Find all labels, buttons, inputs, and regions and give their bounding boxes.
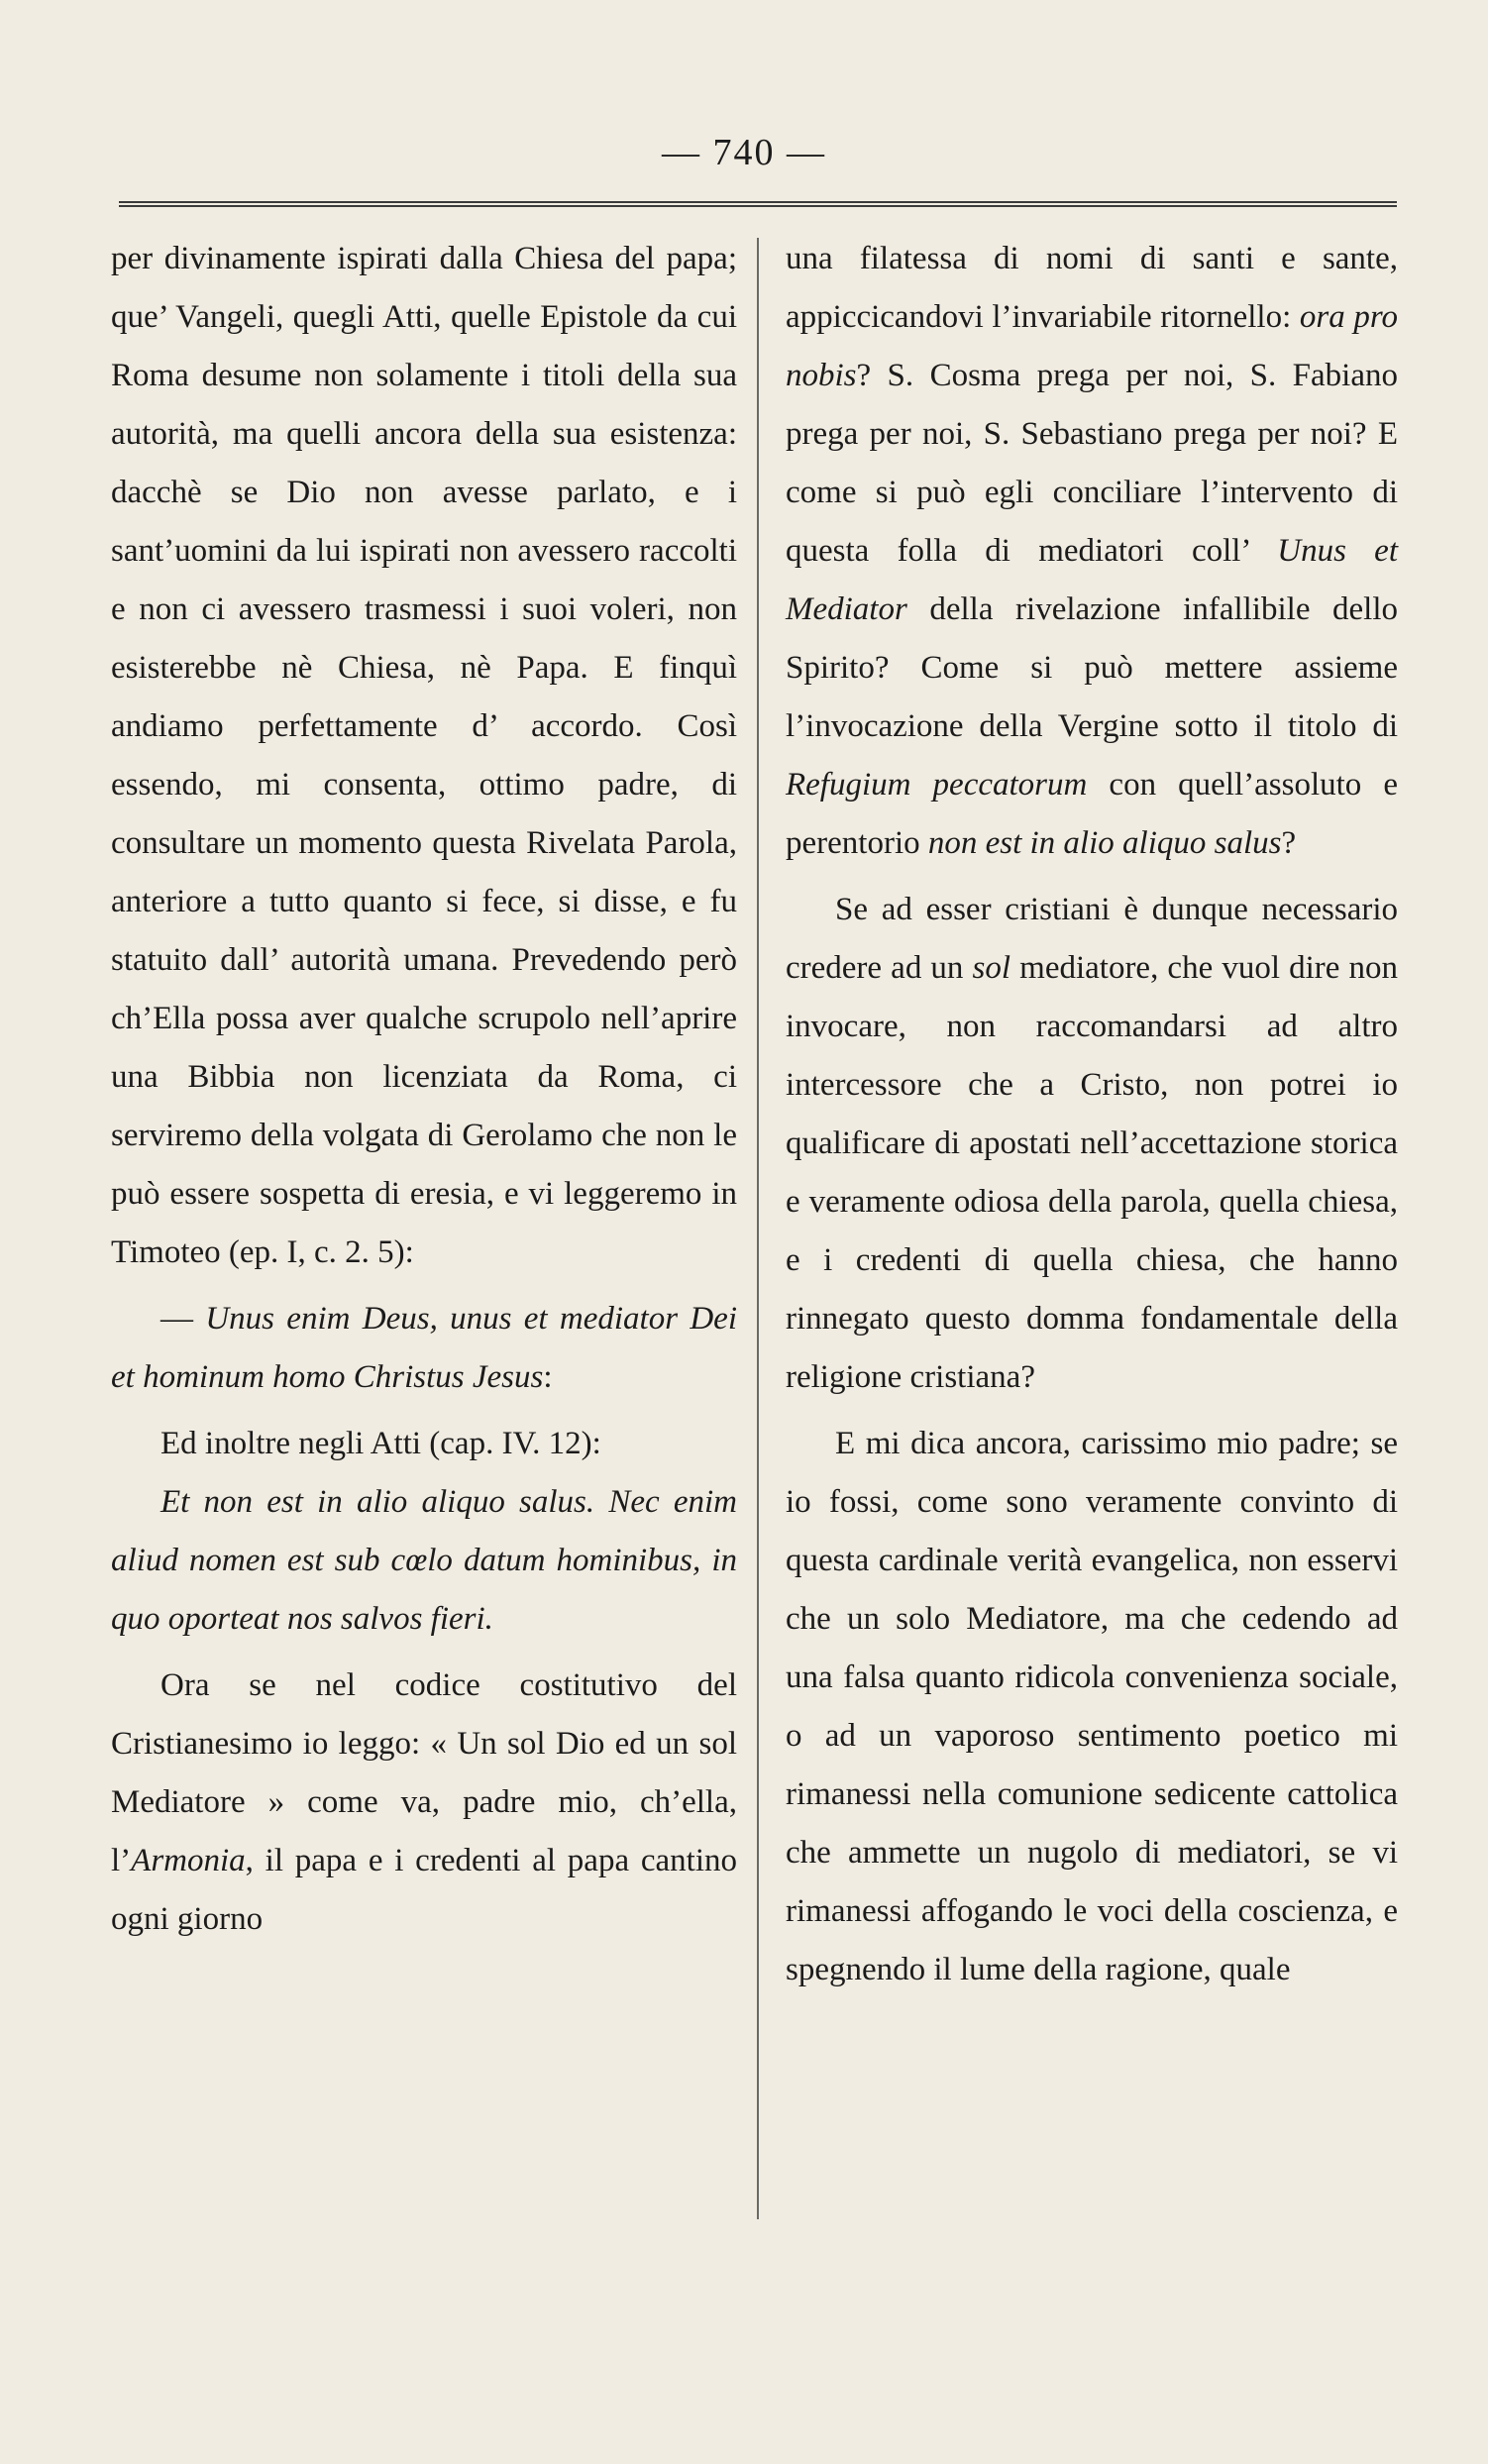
text-segment: una filatessa di nomi di santi e sante, appiccicandovi l’invariabile ritornello: (786, 241, 1398, 335)
header-rule (119, 201, 1397, 207)
left-paragraph-acts-ref: Ed inoltre negli Atti (cap. IV. 12): (160, 1426, 601, 1461)
page-number: — 740 — (662, 132, 826, 173)
text-segment: Se ad esser cristiani è dunque necessario credere ad un (786, 892, 1398, 986)
text-segment: ? (1281, 825, 1297, 861)
em-dash: — (160, 1301, 193, 1337)
text-segment: ? S. Cosma prega per noi, S. Fabiano prega per noi, S. Sebastiano prega per noi? E come si può egli conciliare l’intervento di questa folla di mediatori coll’ (786, 358, 1398, 569)
right-column (786, 230, 1398, 1999)
column-divider (757, 238, 759, 2219)
text-segment: , il papa e i credenti al papa cantino ogni giorno (111, 1843, 737, 1937)
left-paragraph-1: per divinamente ispirati dalla Chiesa del papa; que’ Vangeli, quegli Atti, quelle Epistole da cui Roma desume non solamente i titoli della sua autorità, ma quelli ancora della sua esistenza: dacchè se Dio non avesse parlato, e i sant’uomini da lui ispirati non avessero raccolti e non ci avessero trasmessi i suoi voleri, non esisterebbe nè Chiesa, nè Papa. E finquì andiamo perfettamente d’ accordo. Così essendo, mi consenta, ottimo padre, di consultare un momento questa Rivelata Parola, anteriore a tutto quanto si fece, si disse, e fu statuito dall’ autorità umana. Prevedendo però ch’Ella possa aver qualche scrupolo nell’aprire una Bibbia non licenziata da Roma, ci serviremo della volgata di Gerolamo che non le può essere sospetta di eresia, e vi leggeremo in Timoteo (ep. I, c. 2. 5): (111, 241, 737, 1270)
left-column (111, 230, 737, 1949)
latin-phrase: non est in alio aliquo salus (927, 825, 1282, 861)
text-segment: della rivelazione infallibile dello Spirito? Come si può mettere assieme l’invocazione della Vergine sotto il titolo di (786, 591, 1398, 744)
quote-timothy: Unus enim Deus, unus et mediator Dei et hominum homo Christus Jesus (111, 1301, 738, 1395)
left-paragraph-quote-acts: Et non est in alio aliquo salus. Nec enim aliud nomen est sub cœlo datum hominibus, in quo oporteat nos salvos fieri. (111, 1484, 737, 1637)
quote-end: : (543, 1359, 553, 1395)
emphasis-word: sol (972, 950, 1011, 986)
text-segment: mediatore, che vuol dire non invocare, non raccomandarsi ad altro intercessore che a Cristo, non potrei io qualificare di apostati nell’accettazione storica e veramente odiosa della parola, quella chiesa, e i credenti di quella chiesa, che hanno rinnegato questo domma fondamentale della religione cristiana? (786, 950, 1399, 1395)
latin-phrase: ora pro nobis (786, 299, 1398, 393)
text-segment: Ora se nel codice costitutivo del Cristianesimo io leggo: « Un sol Dio ed un sol Mediatore » come va, padre mio, ch’ella, l’ (111, 1667, 737, 1878)
left-paragraph-quote-timothy (111, 1290, 737, 1407)
right-paragraph-1 (786, 230, 1398, 873)
armonia-title: Armonia (131, 1843, 246, 1878)
latin-phrase: Unus et Mediator (786, 533, 1398, 627)
right-paragraph-3: E mi dica ancora, carissimo mio padre; se io fossi, come sono veramente convinto di questa cardinale verità evangelica, non esservi che un solo Mediatore, ma che cedendo ad una falsa quanto ridicola convenienza sociale, o ad un vaporoso sentimento poetico mi rimanessi nella comunione sedicente cattolica che ammette un nugolo di mediatori, se vi rimanessi affogando le voci della coscienza, e spegnendo il lume della ragione, quale (786, 1426, 1398, 1987)
right-paragraph-2 (786, 881, 1398, 1407)
text-segment: con quell’assoluto e perentorio (786, 767, 1399, 861)
latin-phrase: Refugium peccatorum (786, 767, 1088, 803)
left-paragraph-5 (111, 1657, 737, 1949)
